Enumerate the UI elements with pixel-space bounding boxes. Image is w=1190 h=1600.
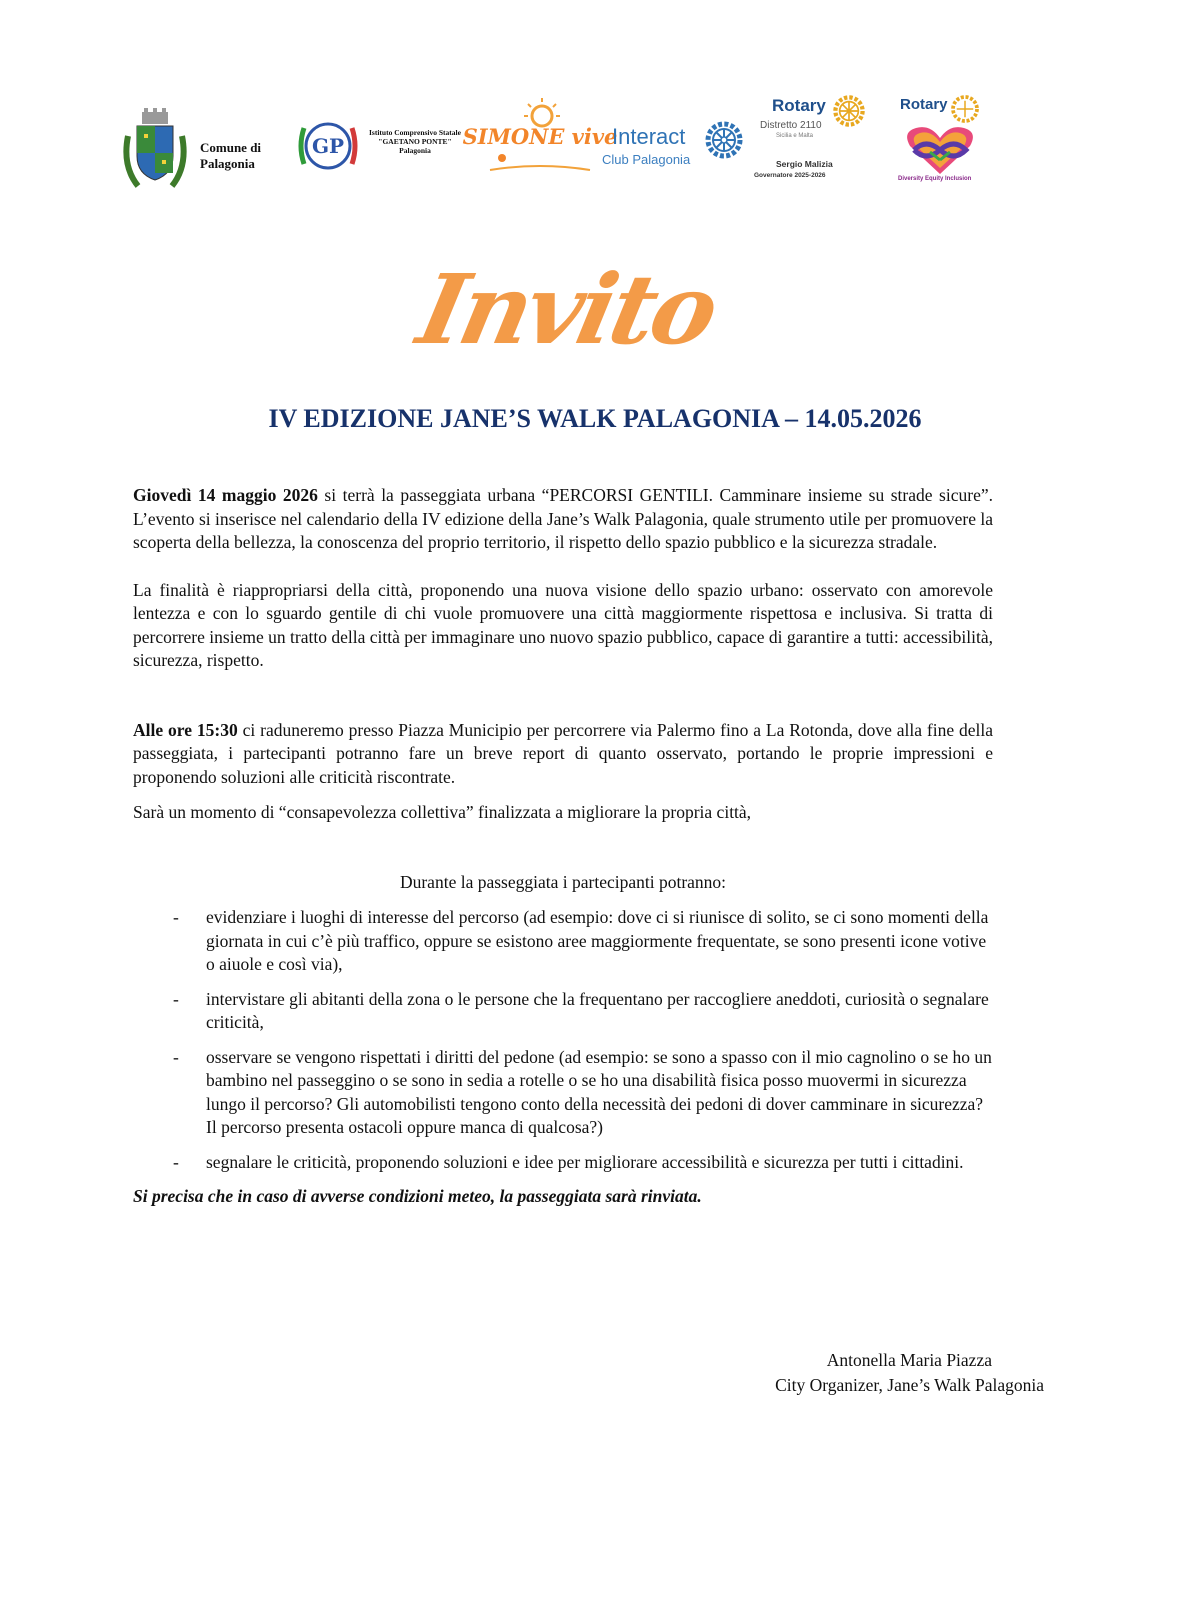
- rotary-region: Sicilia e Malta: [776, 133, 814, 139]
- list-item-text: intervistare gli abitanti della zona o le persone che la frequentano per raccogliere aneddoti, curiosità o segnalare criticità,: [206, 988, 989, 1032]
- interact-title: Interact: [612, 124, 686, 149]
- list-item: [133, 988, 993, 1035]
- time-bold: Alle ore 15:30: [133, 719, 238, 740]
- weather-note: Si precisa che in caso di avverse condizioni meteo, la passeggiata sarà rinviata.: [133, 1186, 702, 1206]
- svg-text:GP: GP: [311, 134, 345, 158]
- rotary-title: Rotary: [772, 96, 826, 115]
- rotary-dei-title: Rotary: [900, 96, 948, 113]
- simone-vive-logo: [462, 96, 618, 186]
- paragraph-date: [133, 484, 993, 555]
- rotary-dei-logo: [896, 96, 996, 186]
- comune-palagonia-logo: [120, 106, 280, 196]
- rotary-dei-tagline: Diversity Equity Inclusion: [898, 176, 972, 182]
- rotary-wheel-icon: [704, 120, 744, 160]
- school-logo: [298, 116, 474, 180]
- bullet-dash: -: [173, 1046, 179, 1067]
- bullet-dash: -: [173, 907, 179, 927]
- signature-block: [680, 1348, 1044, 1398]
- simone-vive-sun-icon: [462, 96, 618, 186]
- paragraph-purpose: La finalità è riappropriarsi della città, proponendo una nuova visione dello spazio urbano: osservato con amorevole lentezza e con lo sguardo gentile di chi vuole promuovere una città maggiormente rispettosa e inclusiva. Si tratta di percorrere insieme un tratto della città per immaginare uno nuovo spazio pubblico, capace di garantire a tutti: accessibilità, sicurezza, rispetto.: [133, 579, 993, 670]
- list-item: [133, 1151, 993, 1175]
- edition-title: IV EDIZIONE JANE’S WALK PALAGONIA – 14.05.2026: [268, 404, 922, 433]
- rotary-wheel-icon: [950, 94, 980, 124]
- list-item-text: segnalare le criticità, proponendo soluzioni e idee per migliorare accessibilità e sicurezza per tutti i cittadini.: [206, 1151, 964, 1172]
- rotary-governor-role: Governatore 2025-2026: [754, 172, 826, 179]
- date-bold: Giovedì 14 maggio 2026: [133, 485, 318, 505]
- list-item-text: osservare se vengono rispettati i diritti del pedone (ad esempio: se sono a spasso con il mio cagnolino o se ho un bambino nel passeggino o se sono in sedia a rotelle o se ho una disabilità fisica posso muovermi in sicurezza lungo il percorso? Gli automobilisti tengono conto della necessità dei pedoni di dover camminare in sicurezza? Il percorso presenta ostacoli oppure manca di qualcosa?): [206, 1046, 992, 1137]
- signatory-role: City Organizer, Jane’s Walk Palagonia: [775, 1375, 1044, 1395]
- bullet-dash: -: [173, 988, 179, 1009]
- rotary-governor: Sergio Malizia: [776, 159, 833, 169]
- rotary-wheel-icon: [832, 94, 866, 128]
- bullet-dash: -: [173, 1151, 179, 1172]
- rainbow-heart-icon: [900, 122, 980, 176]
- simone-vive-text: SIMONE vive: [462, 124, 618, 149]
- school-emblem-icon: [298, 116, 358, 176]
- activities-lead: Durante la passeggiata i partecipanti potranno:: [399, 871, 727, 892]
- rotary-district: Distretto 2110: [760, 120, 822, 131]
- comune-name: Comune di Palagonia: [200, 140, 262, 171]
- letter-body: [133, 484, 993, 1209]
- paragraph-date-text: si terrà la passeggiata urbana “PERCORSI GENTILI. Camminare insieme su strade sicure”. L’evento si inserisce nel calendario della IV edizione della Jane’s Walk Palagonia, quale strumento utile per promuovere la scoperta della bellezza, la conoscenza del proprio territorio, il rispetto dello spazio pubblico e la sicurezza stradale.: [133, 485, 993, 552]
- interact-subtitle: Club Palagonia: [602, 152, 691, 167]
- list-item: [133, 1046, 993, 1140]
- signatory-name: Antonella Maria Piazza: [826, 1350, 992, 1370]
- coat-of-arms-icon: [120, 106, 190, 192]
- activities-list: [133, 906, 993, 1174]
- paragraph-meeting-text: ci raduneremo presso Piazza Municipio per percorrere via Palermo fino a La Rotonda, dove alla fine della passeggiata, i partecipanti potranno fare un breve report di quanto osservato, portando le proprie impressioni e proponendo soluzioni alle criticità riscontrate.: [133, 719, 993, 787]
- logo-band: [120, 96, 1020, 206]
- list-item-text: evidenziare i luoghi di interesse del percorso (ad esempio: dove ci si riunisce di solito, se ci sono momenti della giornata in cui c’è più traffico, oppure se esistono aree maggiormente frequentate, se sono presenti icone votive o aiuole e così via),: [206, 907, 989, 974]
- paragraph-awareness: Sarà un momento di “consapevolezza collettiva” finalizzata a migliorare la propria città,: [133, 802, 752, 822]
- invito-heading: Invito: [409, 253, 725, 366]
- rotary-2110-logo: [750, 96, 870, 186]
- list-item: [133, 906, 993, 977]
- school-name: Istituto Comprensivo Statale "GAETANO PONTE" Palagonia: [369, 128, 461, 155]
- paragraph-meeting: [133, 719, 993, 790]
- interact-club-logo: [600, 118, 740, 174]
